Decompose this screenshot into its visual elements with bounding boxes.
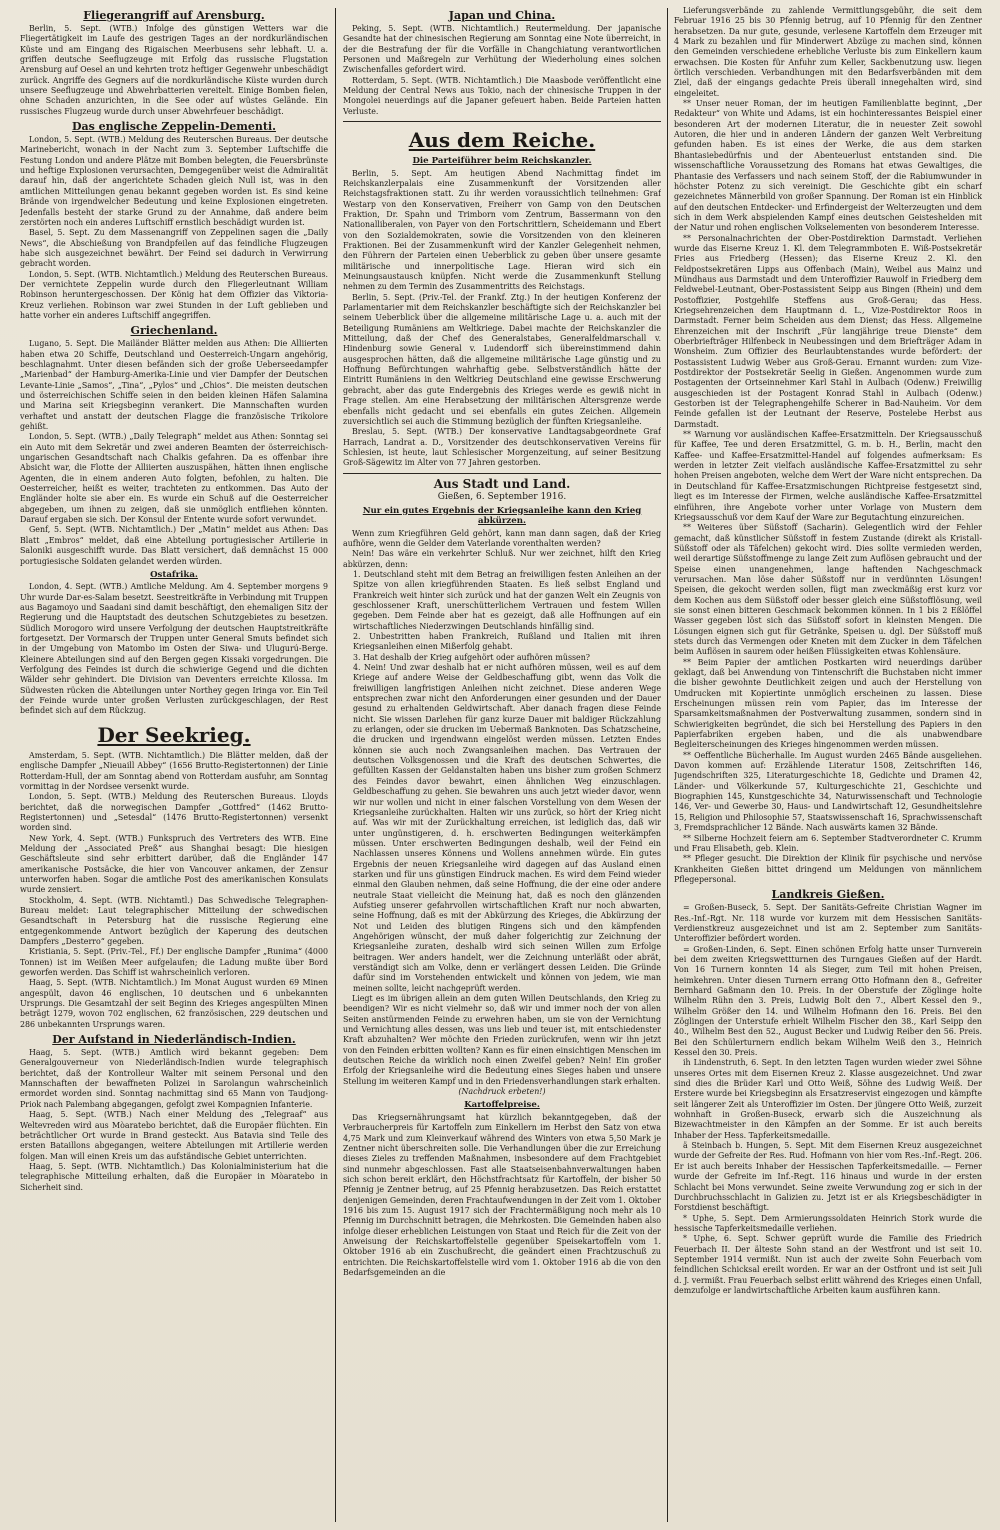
article-paragraph: * Uphe, 6. Sept. Schwer geprüft wurde die Familie des Friedrich Feuerbach II. Der älteste Sohn stand an der Westfront und ist seit 10. September 1914 vermißt. Nun ist auch der zweite Sohn Feuerbach vom feindlichen Schicksal ereilt worden. Er war an der Ostfront und ist seit Juli d. J. vermißt. Frau Feuerbach selbst erlitt während des Krieges einen Unfall, demzufolge er landwirtschaftliche Arbeiten kaum ausführen kann. [674, 1234, 982, 1295]
article-paragraph: ** Warnung vor ausländischen Kaffee-Ersatzmitteln. Der Kriegsausschuß für Kaffee, Tee und deren Ersatzmittel, G. m. b. H., Berlin, macht den Kaffee- und Kaffee-Ersatzmittel-Handel auf folgendes aufmerksam: Es werden in letzter Zeit vielfach ausländische Kaffee-Ersatzmittel zu sehr hohen Preisen angeboten, welche dem Wert der Ware nicht entsprechen. Da in Deutschland für Kaffee-Ersatzmischungen Richtpreise festgesetzt sind, liegt es im Interesse der Firmen, welche ausländische Kaffee-Ersatzmittel einführen, ihre Angebote vorher unter Vorlage von Mustern dem Kriegsausschuß vor dem Kauf der Ware zur Begutachtung einzureichen. [674, 430, 982, 522]
sub-headline: Nur ein gutes Ergebnis der Kriegsanleihe kann den Krieg abkürzen. [362, 505, 642, 527]
article-paragraph: Berlin, 5. Sept. (Priv.-Tel. der Frankf. Ztg.) In der heutigen Konferenz der Parlamentarier mit dem Reichskanzler beschäftigte sich der Reichskanzler bei seinem Ueberblick über die allgemeine militärische Lage u. a. auch mit der Beteiligung Rumäniens am Weltkriege. Dabei machte der Reichskanzler die Mitteilung, daß der Chef des Generalstabes, Generalfeldmarschall v. Hindenburg sowie General v. Ludendorff sich übereinstimmend dahin ausgesprochen hätten, daß die allgemeine militärische Lage günstig und zu Hoffnung Befürchtungen wahrhaftig gebe. Selbstverständlich hätte der Eintritt Rumäniens in den Weltkrieg Deutschland eine gewisse Erschwerung gebracht, aber das gute Endergebnis des Krieges werde es gewiß nicht in Frage stellen. Am eine Herabsetzung der militärischen Altersgrenze werde ebenfalls nicht gedacht und sei ebenfalls ein gutes Zeichen. Allgemein zuversichtlich sei auch die Stimmung bezüglich der fünften Kriegsanleihe. [343, 292, 661, 426]
column-2 [343, 6, 661, 1524]
list-item: 4. Nein! Und zwar deshalb hat er nicht aufhören müssen, weil es auf dem Kriege auf andere Weise der Geldbeschaffung gibt, wenn das Volk die freiwilligen langfristigen Anleihen nicht zeichnet. Diese anderen Wege entsprechen zwar nicht den Anforderungen einer gesunden und der Dauer gesund zu erhaltenden Geldwirtschaft. Aber danach fragen diese Feinde nicht. Sie wissen Darlehen für ganz kurze Dauer mit baldiger Rückzahlung zu erlangen, oder sie drucken im Uebermaß Banknoten. Das Schatzscheine, die drucken und irgendwann eingelöst werden müssen. Letzten Endes können sie auch noch Zwangsanleihen machen. Das Vertrauen der deutschen Volksgenossen und die Kraft des deutschen Schwertes, die gefüllten Kassen der Geldanstalten haben uns bisher zum großen Schmerz des Feindes davor bewahrt, einen ähnlichen Weg einzuschlagen. Geldbeschaffung zu gehen. Sie bewahren uns auch jetzt wieder davor, wenn wir nur wollen und nicht in einer falschen Vorstellung von dem Wesen der Kriegsanleihe zurückhalten. Halten wir uns zurück, so hört der Krieg nicht auf. Was wir mit der Zurückhaltung erreichen, ist lediglich das, daß wir unter ungünstigeren, d. h. erschwerten Bedingungen weiterkämpfen müssen. Unter erschwerten Bedingungen deshalb, weil der Feind ein Nachlassen unseres Könnens und Wollens annehmen würde. Ein gutes Ergebnis der neuen Kriegsanleihe wird dagegen auf das Ausland einen starken und für uns günstigen Eindruck machen. Es wird dem Feind wieder einmal den Glauben nehmen, daß seine Hoffnung, die der eine oder andere neutrale Staat vielleicht die Meinung hat, daß es noch den glänzenden Aufstieg unserer gefahrvollen wirtschaftlichen Kraft nur noch abwarten, seine Hoffnung, daß es mit der Abkürzung des Krieges, die Abkürzung der Not und Leiden des blutigen Ringens sich und den kämpfenden Angehörigen wünscht, der muß daher folgerichtig zur Zeichnung der Kriegsanleihe zuraten, deshalb wird sich seinen Willen zum Erfolge beitragen. Wer anders handelt, wer die Zeichnung unterläßt oder abrät, verständigt sich am Volke, denn er verlängert dessen Leiden. Die Gründe dafür sind im Vorstehenden entwickelt und können von jedem, wie man meinen sollte, leicht nachgeprüft werden. [353, 663, 661, 993]
article-paragraph: Nein! Das wäre ein verkehrter Schluß. Nur wer zeichnet, hilft den Krieg abkürzen, denn: [343, 549, 661, 569]
numbered-list [343, 570, 661, 994]
section-divider [343, 121, 661, 122]
article-paragraph: Basel, 5. Sept. Zu dem Massenangriff von Zeppelinen sagen die „Daily News“, die Abschießung von Brandpfeilen auf das feindliche Flugzeugen habe sich ausgezeichnet bewährt. Der Feind sei dadurch in Verwirrung gebracht worden. [20, 228, 328, 269]
sub-headline: Die Parteiführer beim Reichskanzler. [412, 156, 592, 167]
article-paragraph: Lieferungsverbände zu zahlende Vermittlungsgebühr, die seit dem Februar 1916 25 bis 30 Pfennig betrug, auf 10 Pfennig für den Zentner herabsetzen. Da nur gute, gesunde, verlesene Kartoffeln dem Erzeuger mit 4 Mark zu bezahlen und für Minderwert Abzüge zu machen sind, können den Gemeinden verschiedene erhebliche Verluste bis zum Einkellern kaum erwachsen. Die Kosten für Anfuhr zum Keller, Sackbenutzung usw. liegen örtlich verschieden. Verbandhungen mit den Bedarfsverbänden mit dem Ziel, daß der eingangs gedachte Preis überall innegehalten wird, sind eingeleitet. [674, 6, 982, 98]
article-paragraph: London, 5. Sept. (WTB.) „Daily Telegraph“ meldet aus Athen: Sonntag sei ein Auto mit dem Sekretär und zwei anderen Beamten der österreichisch-ungarischen Gesandtschaft nach Chalkis gefahren. Da es offenbar ihre Absicht war, die Flotte der Alliierten auszuspähen, hätten ihnen englische Agenten, die in einem anderen Auto folgten, befohlen, zu halten. Die Oesterreicher, heißt es weiter, trachteten zu entkommen. Das Auto der Engländer holte sie aber ein. Es wurde ein Schuß auf die Oesterreicher abgegeben, um ihnen zu zeigen, daß sie unmöglich entfliehen könnten. Darauf ergaben sie sich. Der Konsul der Entente wurde sofort verwundet. [20, 432, 328, 525]
list-item: 3. Hat deshalb der Krieg aufgehört oder aufhören müssen? [353, 652, 591, 662]
reprint-note: (Nachdruck erbeten!) [458, 1087, 546, 1097]
headline: Griechenland. [130, 324, 218, 338]
article-paragraph: ** Oeffentliche Bücherhalle. Im August wurden 2465 Bände ausgeliehen. Davon kommen auf: Erzählende Literatur 1508, Zeitschriften 146, Jugendschriften 325, Literaturgeschichte 18, Gedichte und Dramen 42, Länder- und Völkerkunde 57, Kulturgeschichte 21, Geschichte und Biographien 145, Kunstgeschichte 34, Naturwissenschaft und Technologie 146, Ver- und Gewerbe 30, Haus- und Landwirtschaft 12, Gesundheitslehre 15, Religion und Philosophie 57, Staatswissenschaft 16, Sprachwissenschaft 3, Fremdsprachlicher 12 Bände. Nach auswärts kamen 32 Bände. [674, 750, 982, 833]
headline: Der Aufstand in Niederländisch-Indien. [52, 1033, 296, 1047]
article-paragraph: Haag, 5. Sept. (WTB.) Nach einer Meldung des „Telegraaf“ aus Weltevreden wird aus Mòaratebo berichtet, daß die Europäer flüchten. Ein beträchtlicher Ort wurde in Brand gesteckt. Aus Batavia sind Teile des ersten Bataillons abgegangen, weitere Abteilungen mit Artillerie werden folgen. Man will einen Kreis um das aufständische Gebiet unterrichten. [20, 1110, 328, 1161]
article-paragraph: Peking, 5. Sept. (WTB. Nichtamtlich.) Reutermeldung. Der japanische Gesandte hat der chinesischen Regierung am Sonntag eine Note überreicht, in der die Bestrafung der für die Vorfälle in Changchiatung verantwortlichen Personen und Maßregeln zur Verhütung der Wiederholung eines solchen Zwischenfalles gefordert wird. [343, 24, 661, 75]
article-paragraph: Wenn zum Kriegführen Geld gehört, kann man dann sagen, daß der Krieg aufhöre, wenn die Gelder dem Vaterlande vorenthalten werden? [343, 528, 661, 548]
article-paragraph: Breslau, 5. Sept. (WTB.) Der konservative Landtagsabgeordnete Graf Harrach, Landrat a. D., Vorsitzender des deutschkonservativen Vereins für Schlesien, ist heute, laut Schlesischer Morgenzeitung, auf seiner Besitzung Groß-Sägewitz im Alter von 77 Jahren gestorben. [343, 427, 661, 468]
sub-headline: Kartoffelpreise. [464, 1100, 540, 1111]
article-paragraph: Haag, 5. Sept. (WTB. Nichtamtlich.) Das Kolonialministerium hat die telegraphische Mitteilung erhalten, daß die Europäer in Mòaratebo in Sicherheit sind. [20, 1161, 328, 1192]
list-item: 1. Deutschland steht mit dem Betrag an freiwilligen festen Anleihen an der Spitze von allen kriegführenden Staaten. Es ließ selbst England und Frankreich weit hinter sich zurück und hat der ganzen Welt ein Zeugnis von geschlossener Kraft, unerschütterlichem Vertrauen und festem Willen gegeben. Dem Feinde aber hat es gezeigt, daß alle Hoffnungen auf ein wirtschaftliches Niederzwingen Deutschlands hinfällig sind. [353, 569, 661, 631]
article-paragraph: Amsterdam, 5. Sept. (WTB. Nichtamtlich.) Die Blätter melden, daß der englische Dampfer „Nieuaill Abbey“ (1656 Brutto-Registertonnen) der Linie Rotterdam-Hull, der am Sonntag abend von Rotterdam ausfuhr, am Sonntag vormittag in der Nordsee versenkt wurde. [20, 750, 328, 791]
article-paragraph: ** Beim Papier der amtlichen Postkarten wird neuerdings darüber geklagt, daß bei Anwendung von Tintenschrift die Buchstaben nicht immer die bisher gewohnte Deutlichkeit zeigen und auch der Herstellung von Umdrucken mit Kopiertinte unmöglich erscheinen zu lassen. Diese Erscheinungen müssen rein vom Papier, das im Interesse der Sparsamkeitsmaßnahmen der Postverwaltung zusammen, sondern sind in Schwierigkeiten begründet, die sich bei Herstellung des Papiers in den Papierfabriken ergeben haben, und die als unabwendbare Begleiterscheinungen des Krieges hingenommen werden müssen. [674, 657, 982, 750]
article-paragraph: New York, 4. Sept. (WTB.) Funkspruch des Vertreters des WTB. Eine Meldung der „Associated Preß“ aus Shanghai besagt: Die hiesigen Geschäftsleute sind sehr erbittert darüber, daß die Engländer 147 amerikanische Postsäcke, die hier von Vancouver ankamen, der Zensur unterworfen haben. Sogar die amtliche Post des amerikanischen Konsulats wurde zensiert. [20, 833, 328, 895]
dateline: Gießen, 6. September 1916. [437, 491, 567, 502]
article-paragraph: Haag, 5. Sept. (WTB. Nichtamtlich.) Im Monat August wurden 69 Minen angespült, davon 46 englischen, 10 deutschen und 6 unbekannten Ursprungs. Die Gesamtzahl der seit Beginn des Krieges angespülten Minen beträgt 1279, wovon 702 englischen, 62 französischen, 229 deutschen und 286 unbekannten Ursprungs waren. [20, 978, 328, 1029]
article-paragraph: ** Personalnachrichten der Ober-Postdirektion Darmstadt. Verliehen wurde das Eiserne Kreuz 1. Kl. dem Telegrammboten E. Wiß-Postsekretär Fries aus Friedberg (Hessen); das Eiserne Kreuz 2. Kl. den Feldpostsekretären Lipps aus Offenbach (Main), Weibel aus Mainz und Mündhaus aus Darmstadt und dem Unteroffizier Rauwolf in Friedberg dem Feldwebel-Leutnant, Ober-Postassistent Seipp aus Bingen (Rhein) und dem Postoffizier, Postgehilfe Steffens aus Groß-Gerau; das Hess. Kriegsehrenzeichen dem Hauptmann d. L., Vize-Postdirektor Roos in Darmstadt. Ferner beim Scheiden aus dem Dienst; das Hess. Allgemeine Ehrenzeichen mit der Inschrift „Für langjährige treue Dienste“ dem Oberbriefträger Hilfenbeck in Neubessingen und dem Briefträger Adam in Wonsheim. Zum Offizier des Beurlaubtenstandes wurde befördert: der Postassistent Ludwig Weber aus Groß-Gerau. Ernannt wurden: zum Vize-Postdirektor der Postsekretär Seelig in Gießen. Angenommen wurde zum Postagenten der Ortseinnehmer Karl Stahl in Aulbach (Odenw.) Freiwillig ausgeschieden ist der Postagent Konrad Stahl in Aulbach (Odenw.) Gestorben ist der Telegraphengehilfe Scherer in Bad-Nauheim. Vor dem Feinde gefallen ist der Leutnant der Reserve, Postelebe Herbst aus Darmstadt. [674, 233, 982, 429]
article-paragraph: Lugano, 5. Sept. Die Mailänder Blätter melden aus Athen: Die Alliierten haben etwa 20 Schiffe, Deutschland und Oesterreich-Ungarn angehörig, beschlagnahmt. Unter diesen befänden sich der große Ueberseedampfer „Marienbad“ der Hamburg-Amerika-Linie und vier Dampfer der Deutschen Levante-Linie „Samos“, „Tina“, „Pylos“ und „Chios“. Die meisten deutschen und österreichischen Schiffe seien in den beiden kleinen Häfen Salamina und Marina seit Kriegsbeginn verankert. Die Mannschaften wurden verhaftet und anstatt der deutschen Flagge die französische Trikolore gehißt. [20, 339, 328, 432]
article-paragraph: London, 5. Sept. (WTB.) Meldung des Reuterschen Bureaus. Lloyds berichtet, daß die norwegischen Dampfer „Gottfred“ (1462 Brutto-Registertonnen) und „Setesdal“ (1476 Brutto-Registertonnen) versenkt worden sind. [20, 792, 328, 833]
section-divider [343, 473, 661, 474]
list-item: 2. Unbestritten haben Frankreich, Rußland und Italien mit ihren Kriegsanleihen einen Mißerfolg gehabt. [353, 632, 661, 652]
headline: Das englische Zeppelin-Dementi. [71, 120, 277, 134]
article-paragraph: Haag, 5. Sept. (WTB.) Amtlich wird bekannt gegeben: Dem Generalgouverneur von Niederländisch-Indien wurde telegraphisch berichtet, daß der Kontrolleur Walter mit seinem Personal und den Mannschaften der bewaffneten Polizei in Sarolangun wahrscheinlich ermordet worden sind. Sonntag nachmittag sind 65 Mann von Taudjong-Priok nach Palembang abgegangen, gefolgt zwei Kompagnien Infanterie. [20, 1048, 328, 1109]
column-rule [335, 8, 336, 1522]
headline: Ostafrika. [150, 569, 198, 580]
article-paragraph: London, 5. Sept. (WTB.) Meldung des Reuterschen Bureaus. Der deutsche Marinebericht, wonach in der Nacht zum 3. September Luftschiffe die Festung London und andere Plätze mit Bomben belegten, die Feuersbrünste und heftige Explosionen verursachten, Demgegenüber weist die Admiralität darauf hin, daß der angerichtete Schaden gleich Null ist, was in den amtlichen Mitteilungen genau bekannt gegeben worden ist. Es sind keine Brände von irgendwelcher Bedeutung und keine Explosionen eingetreten. Jedenfalls besteht der starke Grund zu der Annahme, daß andere beim zerstörten noch ein anderes Luftschiff ernstlich beschädigt wurden ist. [20, 135, 328, 227]
article-paragraph: Berlin, 5. Sept. (WTB.) Infolge des günstigen Wetters war die Fliegertätigkeit im Laufe des gestrigen Tages an der nordkurländischen Küste und am Eingang des Rigaischen Meerbusens sehr lebhaft. U. a. griffen deutsche Seeflugzeuge mit Erfolg das russische Flugstation Arensburg auf Oesel an und kehrten trotz heftiger Gegenwehr unbeschädigt zurück. Angriffe des Gegners auf die nordkurländische Küste wurden durch unsere Seeflugzeuge und Abwehrbatterien vereitelt. Einige Bomben fielen, ohne Schaden anzurichten, in die See oder auf wüstes Gelände. Ein russisches Flugzeug wurde durch unser Abwehrfeuer beschädigt. [20, 24, 328, 116]
article-paragraph: Berlin, 5. Sept. Am heutigen Abend Nachmittag findet im Reichskanzlerpalais eine Zusammenkunft der Vorsitzenden aller Reichstagsfraktionen statt. Zu ihr werden voraussichtlich teilnehmen: Graf Westarp von den Konservativen, Freiherr von Gamp von den Deutschen Fraktion, Dr. Spahn und Trimborn vom Zentrum, Bassermann von den Nationalliberalen, von Payer von den Fortschrittlern, Scheidemann und Ebert von den Sozialdemokraten, sowie die Vorsitzenden von den kleineren Fraktionen. Bei der Zusammenkunft wird der Kanzler Gelegenheit nehmen, den Führern der Parteien einen Ueberblick zu geben über unsere gesamte militärische und innerpolitische Lage. Hieran wird sich ein Meinungsaustausch knüpfen. Nicht werde die Zusammenkunft Stellung nehmen zu dem Termin des Zusammentritts des Reichstags. [343, 168, 661, 292]
article-paragraph: ä Steinbach b. Hungen, 5. Sept. Mit dem Eisernen Kreuz ausgezeichnet wurde der Gefreite der Res. Rud. Hofmann von hier vom Res.-Inf.-Regt. 206. Er ist auch bereits Inhaber der Hessischen Tapferkeitsmedaille. — Ferner wurde der Gefreite im Inf.-Regt. 116 hinaus und wurde in der ersten Schlacht bei Mons verwundet. Seine zweite Verwundung zog er sich in der Durchbruchsschlacht in Galizien zu. Jetzt ist er als Kriegsbeschädigter in Forstdienst beschäftigt. [674, 1141, 982, 1213]
article-paragraph: Das Kriegsernährungsamt hat kürzlich bekanntgegeben, daß der Verbraucherpreis für Kartoffeln zum Einkellern im Herbst den Satz von etwa 4,75 Mark und zum Kleinverkauf während des Winters von etwa 5,50 Mark je Zentner nicht überschreiten solle. Die Verhandlungen über die zur Erreichung dieses Zieles zu treffenden Maßnahmen, insbesondere auf dem Frachtgebiet sind nunmehr abgeschlossen. Fast alle Staatseisenbahnverwaltungen haben sich schon bereit erklärt, den Höchstfrachtsatz für Kartoffeln, der bisher 50 Pfennig je Zentner betrug, auf 25 Pfennig herabzusetzen. Das Reich erstattet denjenigen Gemeinden, deren Frachtaufwendungen in der Zeit vom 1. Oktober 1916 bis zum 15. August 1917 sich der Frachtermäßigung noch mehr als 10 Pfennig im Durchschnitt betragen, die Mehrkosten. Die Gemeinden haben also infolge dieser erheblichen Leistungen von Staat und Reich für die Zeit von der Anweisung der Reichskartoffelstelle gegenüber Speisekartoffeln vom 1. Oktober 1916 ab ein Zuschußrecht, die geändert einen Frachtzuschuß zu entrichten. Die Reichskartoffelstelle wird vom 1. Oktober 1916 ab die von den Bedarfsgemeinden an die [343, 1112, 661, 1278]
column-1 [20, 6, 328, 1524]
article-paragraph: ** Unser neuer Roman, der im heutigen Familienblatte beginnt, „Der Redakteur“ von White und Adams, ist ein hochinteressantes Beispiel einer besonderen Art der modernen Literatur, die in neuester Zeit sowohl Autoren, die hier und in anderen Ländern der ganzen Welt Verbreitung gefunden haben. Es ist eines der Werke, die aus dem starken Bhantasiebedürfnis und der Abenteuerlust entstanden sind. Die wissenschaftliche Voraussetzung des Romans hat etwas Gewaltiges, die Phantasie des Verfassers und nach seinem Stoff, der die Rabiumwunder in höchster Potenz zu sich vereinigt. Die Geschichte gibt ein scharf gezeichnetes Männerbild von großer Spannung. Der Roman ist ein Hinblick auf den deutschen Entdecker- und Erfindergeist der Welterzeugten und dem sich in dem Werk abspielenden Kampf eines deutschen Geisteshelden mit der Natur und rohen englischen Volkselementen von besonderem Interesse. [674, 99, 982, 233]
section-headline: Der Seekrieg. [97, 722, 251, 747]
article-paragraph: Stockholm, 4. Sept. (WTB. Nichtamtl.) Das Schwedische Telegraphen-Bureau meldet: Laut telegraphischer Mitteilung der schwedischen Gesandtschaft in Petersburg hat die russische Regierung eine entgegenkommende Antwort bezüglich der Kaperung des deutschen Dampfers „Desterro“ gegeben. [20, 895, 328, 946]
article-paragraph: ih Lindenstruth, 6. Sept. In den letzten Tagen wurden wieder zwei Söhne unseres Ortes mit dem Eisernen Kreuz 2. Klasse ausgezeichnet. Und zwar sind dies die Brüder Karl und Otto Weiß, Söhne des Ludwig Weiß. Der Erstere wurde bei Kriegsbeginn als Ersatzreservist eingezogen und kämpfte seit längerer Zeit als Unteroffizier im Osten. Der jüngere Otto Weiß, zurzeit wohnhaft in Großen-Buseck, erwarb sich die Auszeichnung als Bizewachtmeister in den Kämpfen an der Somme. Er ist auch bereits Inhaber der Hess. Tapferkeitsmedaille. [674, 1058, 982, 1140]
article-paragraph: Liegt es im übrigen allein an dem guten Willen Deutschlands, den Krieg zu beendigen? Wir es nicht vielmehr so, daß wir und immer noch der von allen Seiten anstürmenden Feinde zu erwehren haben, um sie von der Vernichtung und Vernichtung alles dessen, was uns lieb und teuer ist, mit entschiedenster Kraft abzuhalten? Wer möchte den Frieden zurückrufen, wenn wir ihn jetzt von den Feinden erbitten wollten? Kann es für einen einsichtigen Menschen im deutschen Reiche da wirklich noch einen Zweifel geben? Nein! Ein großer Erfolg der Kriegsanleihe wird die Bedeutung eines Sieges haben und unsere Stellung im weiteren Kampf und in den Friedensverhandlungen stark erhalten. [343, 994, 661, 1086]
article-paragraph: Genf, 5. Sept. (WTB. Nichtamtlich.) Der „Matin“ meldet aus Athen: Das Blatt „Embros“ meldet, daß eine Abteilung portugiesischer Artillerie in Saloniki ausgeschifft wurde. Das Blatt versichert, daß demnächst 15 000 portugiesische Soldaten gelandet werden würden. [20, 525, 328, 566]
article-paragraph: ** Weiteres über Süßstoff (Sacharin). Gelegentlich wird der Fehler gemacht, daß künstlicher Süßstoff in festem Zustande (direkt als Kristall-Süßstoff oder als Täfelchen) gekocht wird. Dies sollte vermieden werden, weil derartige Süßstoffmenge zu lange Zeit zum Auflösen gebraucht und der Speise einen unangenehmen, lange haftenden Nachgeschmack verursachen. Man löse daher Süßstoff nur in verdünnten Lösungen! Speisen, die gekocht werden sollen, fügt man zweckmäßig erst kurz vor dem Kochen aus dem Süßstoff oder besser gleich eine Süßstofflösung, weil sie sonst einen bitteren Geschmack bekommen können. In 1 bis 2 Eßlöffel Wasser gegeben löst sich das Süßstoff sofort in kleinsten Mengen. Die Lösungen eignen sich gut für Getränke, Speisen u. dgl. Der Süßstoff muß stets durch das Vermengen oder Kneten mit dem Zucker in dem Täfelchen beim Auflösen in saurem oder heißen Flüssigkeiten etwas Kohlensäure. [674, 523, 982, 657]
article-paragraph: Kristiania, 5. Sept. (Priv.-Tel., Ff.) Der englische Dampfer „Runima“ (4000 Tonnen) ist im Weißen Meer aufgelaufen; die Ladung mußte über Bord geworfen werden. Das Schiff ist wahrscheinlich verloren. [20, 947, 328, 978]
column-rule [667, 8, 668, 1522]
section-headline: Aus dem Reiche. [408, 128, 596, 153]
article-paragraph: Rotterdam, 5. Sept. (WTB. Nichtamtlich.) Die Maasbode veröffentlicht eine Meldung der Central News aus Tokio, nach der chinesische Truppen in der Mongolei neuerdings auf die Japaner gefeuert haben. Beide Parteien hatten Verluste. [343, 75, 661, 116]
headline: Japan und China. [448, 9, 556, 22]
headline: Fliegerangriff auf Arensburg. [83, 9, 265, 22]
article-paragraph: London, 5. Sept. (WTB. Nichtamtlich.) Meldung des Reuterschen Bureaus. Der vernichtete Zeppelin wurde durch den Fliegerleutnant William Robinson heruntergeschossen. Der König hat dem Offizier das Viktoria-Kreuz verliehen. Robinson war zwei Stunden in der Luft geblieben und hatte vorher ein anderes Luftschiff angegriffen. [20, 269, 328, 320]
article-paragraph: ** Silberne Hochzeit feiern am 6. September Stadtverordneter C. Krumm und Frau Elisabeth, geb. Klein. [674, 833, 982, 853]
article-paragraph: = Großen-Linden, 6. Sept. Einen schönen Erfolg hatte unser Turnverein bei dem zweiten Kriegswettturnen des Turngaues Gießen auf der Hardt. Von 16 Turnern konnten 14 als Sieger, zum Teil mit hohen Preisen, heimkehren. Unter diesen Turnern errang Otto Hofmann den 8., Gefreiter Bernhard Gaßmann den 10. Preis. In der Oberstufe der Zöglinge holte Wilhelm Rühn den 3. Preis, Ludwig Bolt den 7., Albert Kessel den 9., Wilhelm Größer den 14. und Wilhelm Hofmann den 16. Preis. Bei den Zöglingen der Unterstufe erhielt Wilhelm Fischer den 38., Karl Seipp den 40., Wilhelm Best den 52., August Becker und Ludwig Reiber den 56. Preis. Bei den Schülerturnern endlich bekam Wilhelm Weiß den 3., Heinrich Kessel den 30. Preis. [674, 944, 982, 1058]
article-paragraph: * Uphe, 5. Sept. Dem Armierungssoldaten Heinrich Stork wurde die hessische Tapferkeitsmedaille verliehen. [674, 1213, 982, 1233]
column-3 [674, 6, 982, 1524]
article-paragraph: = Großen-Buseck, 5. Sept. Der Sanitäts-Gefreite Christian Wagner im Res.-Inf.-Rgt. Nr. 118 wurde vor kurzem mit dem Hessischen Sanitäts-Verdienstkreuz ausgezeichnet und ist am 2. September zum Sanitäts-Unteroffizier befördert worden. [674, 903, 982, 944]
article-paragraph: ** Pfleger gesucht. Die Direktion der Klinik für psychische und nervöse Krankheiten Gießen bittet dringend um Meldungen von männlichem Pflegepersonal. [674, 854, 982, 884]
article-paragraph: London, 4. Sept. (WTB.) Amtliche Meldung. Am 4. September morgens 9 Uhr wurde Dar-es-Salam besetzt. Seestreitkräfte in Verbindung mit Truppen aus Bagamoyo und Saadani sind damit beschäftigt, den ehemaligen Sitz der Regierung und die Hauptstadt des deutschen Schutzgebietes zu besetzen. Südlich Morogoro wird unsere Verfolgung der deutschen Hauptstreitkräfte fortgesetzt. Der Vormarsch der Truppen unter General Smuts befindet sich in der Umgebung von Matombo im Osten der Siwa- und Ulugurú-Berge. Kleinere Abteilungen sind auf den Bergen gegen Kissaki vorgedrungen. Die Verfolgung des Feindes ist durch die schwierige Gegend und die dichten Wälder sehr gehindert. Die Division van Deventers erreichte Kilossa. Im Südwesten rücken die Abteilungen unter Northey gegen Iringa vor. Ein Teil der Feinde wurde unter großen Verlusten zurückgeschlagen, der Rest befindet sich auf dem Rückzug. [20, 582, 328, 716]
headline: Landkreis Gießen. [771, 888, 885, 902]
section-headline: Aus Stadt und Land. [433, 476, 571, 491]
